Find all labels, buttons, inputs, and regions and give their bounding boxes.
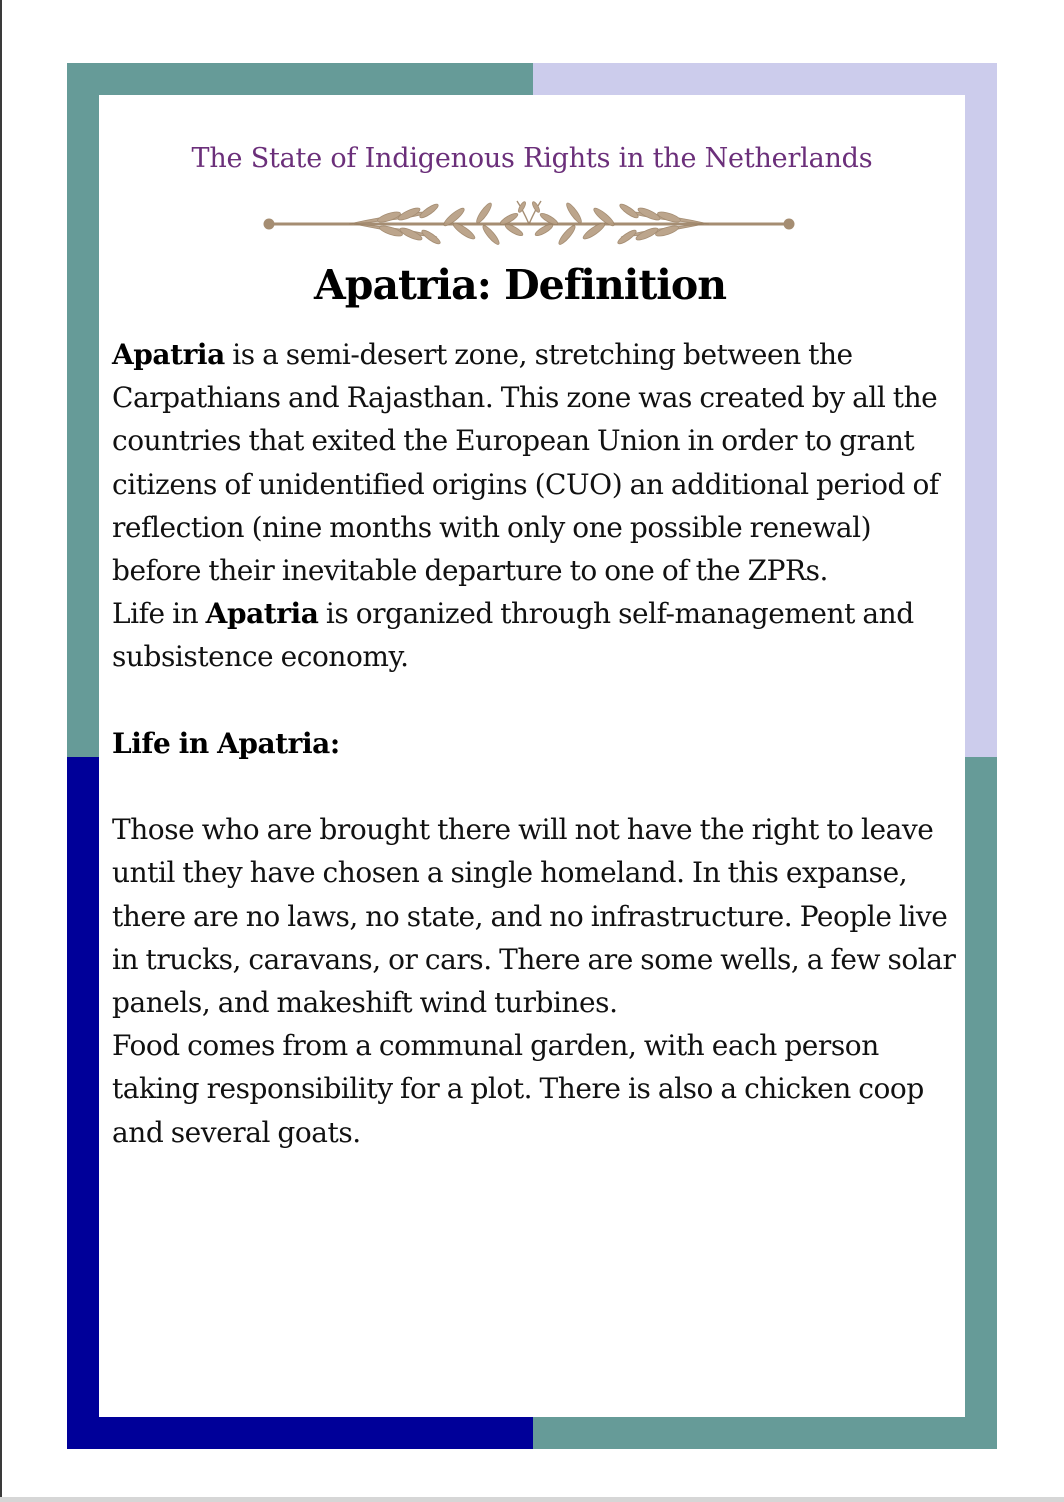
- section-paragraph-1: Those who are brought there will not have the right to leave until they have chosen a single homeland. In this expanse, there are no laws, no state, and no infrastructure. People live in trucks, caravans, or cars. There are some wells, a few solar panels, and makeshift wind turbines.: [112, 813, 956, 1020]
- laurel-divider-icon: [259, 197, 799, 253]
- spacer: [112, 679, 962, 722]
- spacer: [112, 765, 962, 808]
- page-subtitle: The State of Indigenous Rights in the Netherlands: [191, 143, 873, 174]
- viewer-edge-left: [0, 0, 2, 1502]
- definition-paragraph: [112, 333, 962, 592]
- term-apatria: Apatria: [112, 338, 225, 371]
- body-text: [112, 333, 962, 1154]
- term-apatria-2: Apatria: [205, 597, 319, 631]
- section-paragraph-2: Food comes from a communal garden, with each person taking responsibility for a plot. There is also a chicken coop and several goats.: [112, 1029, 924, 1149]
- content-card: [99, 95, 965, 1417]
- page-title: Apatria: Definition: [313, 261, 727, 309]
- section-heading: Life in Apatria:: [112, 726, 340, 760]
- organization-text: is organized through self-management and subsistence economy.: [112, 597, 914, 674]
- organization-paragraph: [112, 592, 962, 678]
- viewer-edge-bottom: [0, 1497, 1064, 1502]
- life-prefix: Life in: [112, 597, 206, 631]
- definition-text: is a semi-desert zone, stretching between the Carpathians and Rajasthan. This zone was created by all the countries that exited the European Union in order to grant citizens of unidentified origins (CUO) an additional period of reflection (nine months with only one possible renewal) before their inevitable departure to one of the ZPRs.: [112, 338, 939, 588]
